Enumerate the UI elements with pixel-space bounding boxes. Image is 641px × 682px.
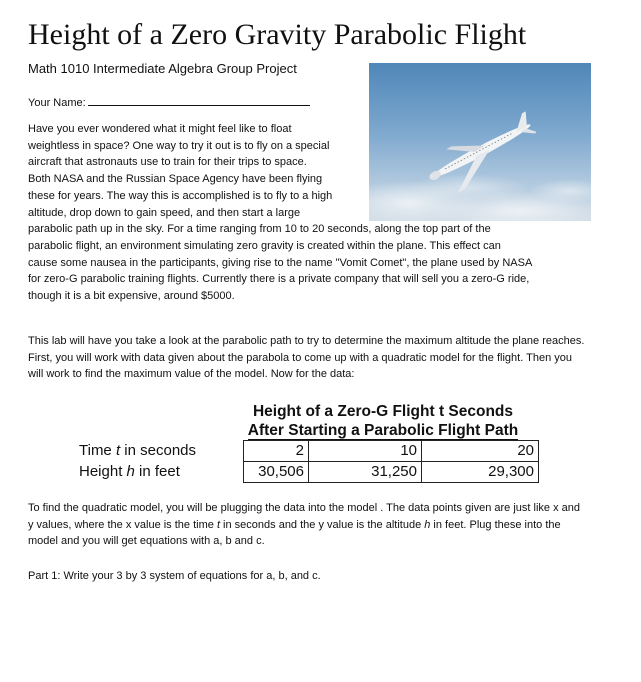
table-caption-line-1: Height of a Zero-G Flight t Seconds bbox=[252, 403, 514, 420]
height-cell: 31,250 bbox=[309, 462, 422, 483]
time-cell: 2 bbox=[244, 441, 309, 462]
time-cell: 20 bbox=[422, 441, 539, 462]
course-subtitle: Math 1010 Intermediate Algebra Group Project bbox=[28, 61, 297, 76]
intro-line: for zero-G parabolic training flights. Currently there is a private company that will sell you a zero-G ride, bbox=[28, 273, 530, 286]
intro-line: altitude, drop down to gain speed, and then start a large bbox=[28, 206, 301, 219]
name-label: Your Name: bbox=[28, 97, 86, 109]
part-1-prompt: Part 1: Write your 3 by 3 system of equations for a, b, and c. bbox=[28, 570, 321, 582]
table-caption-line-2: After Starting a Parabolic Flight Path bbox=[247, 422, 519, 439]
intro-line: though it is a bit expensive, around $5000. bbox=[28, 290, 235, 303]
table-row-time bbox=[79, 441, 539, 462]
intro-line: weightless in space? One way to try it out is to fly on a special bbox=[28, 139, 330, 152]
page-title: Height of a Zero Gravity Parabolic Flight bbox=[28, 18, 527, 51]
height-cell: 29,300 bbox=[422, 462, 539, 483]
intro-line: these for years. The way this is accomplished is to fly to a high bbox=[28, 189, 333, 202]
table-row-height bbox=[79, 462, 539, 483]
intro-line: Have you ever wondered what it might feel like to float bbox=[28, 123, 292, 135]
table-caption bbox=[233, 402, 533, 440]
time-cell: 10 bbox=[309, 441, 422, 462]
row-label-height: Height h in feet bbox=[79, 463, 180, 480]
intro-line: parabolic path up in the sky. For a time ranging from 10 to 20 seconds, along the top part of the bbox=[28, 223, 491, 236]
intro-line: Both NASA and the Russian Space Agency have been flying bbox=[28, 173, 323, 186]
name-field[interactable] bbox=[28, 95, 310, 109]
intro-paragraph bbox=[28, 121, 590, 305]
intro-line: parabolic flight, an environment simulating zero gravity is created within the plane. This effect can bbox=[28, 239, 501, 252]
intro-line: aircraft that astronauts use to train for their trips to space. bbox=[28, 156, 307, 169]
flight-data-table bbox=[79, 440, 539, 483]
lab-paragraph: This lab will have you take a look at the parabolic path to try to determine the maximum altitude the plane reaches. First, you will work with data given about the parabola to come up with a quadratic model for the flight. Then you will work to find the maximum value of the model. Now for the data: bbox=[28, 335, 585, 381]
name-blank-line[interactable] bbox=[88, 95, 310, 106]
row-label-time: Time t in seconds bbox=[79, 442, 197, 459]
height-cell: 30,506 bbox=[244, 462, 309, 483]
find-model-paragraph: To find the quadratic model, you will be plugging the data into the model . The data points given are just like x and y values, where the x value is the time t in seconds and the y value is the altitude h in feet. Plug these into the model and you will get equations with a, b and c. bbox=[28, 502, 580, 548]
intro-line: cause some nausea in the participants, giving rise to the name "Vomit Comet", the plane used by NASA bbox=[28, 256, 533, 269]
